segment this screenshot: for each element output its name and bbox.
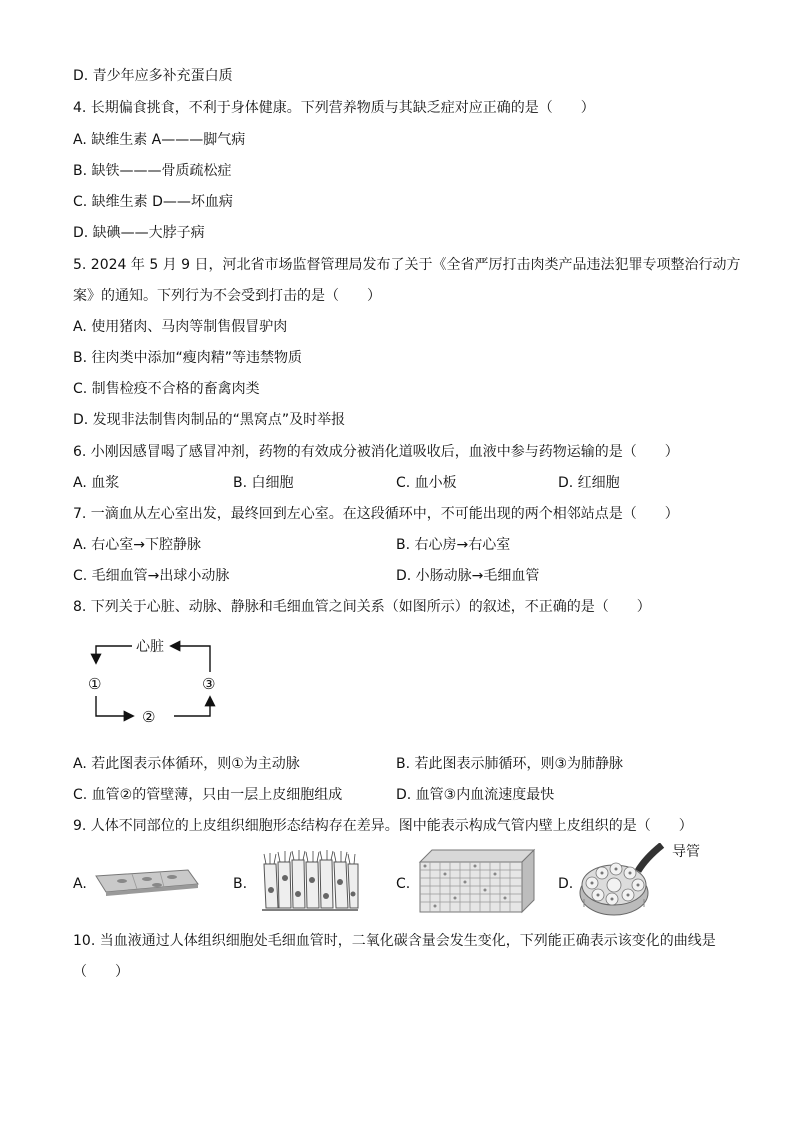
glandular-epithelium-image [578, 843, 668, 918]
question-5-line1: 5. 2024 年 5 月 9 日，河北省市场监督管理局发布了关于《全省严厉打击肉类产品违法犯罪专项整治行动方 [73, 257, 741, 273]
q4-option-c: C. 缺维生素 D——坏血病 [73, 194, 233, 210]
label-3: ③ [202, 675, 216, 693]
q6-option-d: D. 红细胞 [558, 475, 620, 491]
stratified-epithelium-image [418, 848, 536, 914]
arrow-1-to-2 [96, 696, 132, 716]
question-4: 4. 长期偏食挑食，不利于身体健康。下列营养物质与其缺乏症对应正确的是（ ） [73, 100, 595, 116]
q9-option-b-label: B. [233, 876, 248, 892]
q4-option-a: A. 缺维生素 A———脚气病 [73, 132, 246, 148]
q5-option-b: B. 往肉类中添加“瘦肉精”等违禁物质 [73, 350, 303, 366]
squamous-epithelium-image [92, 862, 202, 902]
q9-option-c-label: C. [396, 876, 411, 892]
label-1: ① [88, 675, 102, 693]
q8-option-b: B. 若此图表示肺循环，则③为肺静脉 [396, 756, 624, 772]
question-5-line2: 案》的通知。下列行为不会受到打击的是（ ） [73, 288, 381, 304]
question-10-line1: 10. 当血液通过人体组织细胞处毛细血管时，二氧化碳含量会发生变化，下列能正确表示该变化的曲线是 [73, 933, 716, 949]
q8-option-d: D. 血管③内血流速度最快 [396, 787, 555, 803]
q7-option-b: B. 右心房→右心室 [396, 537, 511, 553]
label-2: ② [142, 708, 156, 726]
q5-option-c: C. 制售检疫不合格的畜禽肉类 [73, 381, 260, 397]
arrow-2-to-3 [174, 698, 210, 716]
q9-option-a-label: A. [73, 876, 87, 892]
q6-option-b: B. 白细胞 [233, 475, 294, 491]
ciliated-epithelium-image [258, 850, 363, 915]
q7-option-a: A. 右心室→下腔静脉 [73, 537, 201, 553]
q7-option-d: D. 小肠动脉→毛细血管 [396, 568, 540, 584]
q4-option-d: D. 缺碘——大脖子病 [73, 225, 205, 241]
q9-option-d-label: D. [558, 876, 574, 892]
q4-option-b: B. 缺铁———骨质疏松症 [73, 163, 232, 179]
question-7: 7. 一滴血从左心室出发，最终回到左心室。在这段循环中，不可能出现的两个相邻站点是（ ） [73, 506, 679, 522]
q6-option-c: C. 血小板 [396, 475, 457, 491]
circulation-diagram [80, 632, 230, 732]
question-10-line2: （ ） [73, 964, 129, 980]
q3-option-d: D. 青少年应多补充蛋白质 [73, 68, 233, 84]
q6-option-a: A. 血浆 [73, 475, 120, 491]
duct-label: 导管 [672, 844, 700, 860]
q5-option-a: A. 使用猪肉、马肉等制售假冒驴肉 [73, 319, 288, 335]
q8-option-a: A. 若此图表示体循环，则①为主动脉 [73, 756, 300, 772]
arrow-heart-to-1 [96, 646, 132, 662]
question-6: 6. 小刚因感冒喝了感冒冲剂，药物的有效成分被消化道吸收后，血液中参与药物运输的是（ ） [73, 444, 679, 460]
heart-label: 心脏 [136, 639, 164, 655]
question-8: 8. 下列关于心脏、动脉、静脉和毛细血管之间关系（如图所示）的叙述，不正确的是（ ） [73, 599, 651, 615]
q5-option-d: D. 发现非法制售肉制品的“黑窝点”及时举报 [73, 412, 346, 428]
q7-option-c: C. 毛细血管→出球小动脉 [73, 568, 230, 584]
q8-option-c: C. 血管②的管壁薄，只由一层上皮细胞组成 [73, 787, 343, 803]
question-9: 9. 人体不同部位的上皮组织细胞形态结构存在差异。图中能表示构成气管内壁上皮组织的是（ ） [73, 818, 693, 834]
arrow-3-to-heart [172, 646, 210, 672]
